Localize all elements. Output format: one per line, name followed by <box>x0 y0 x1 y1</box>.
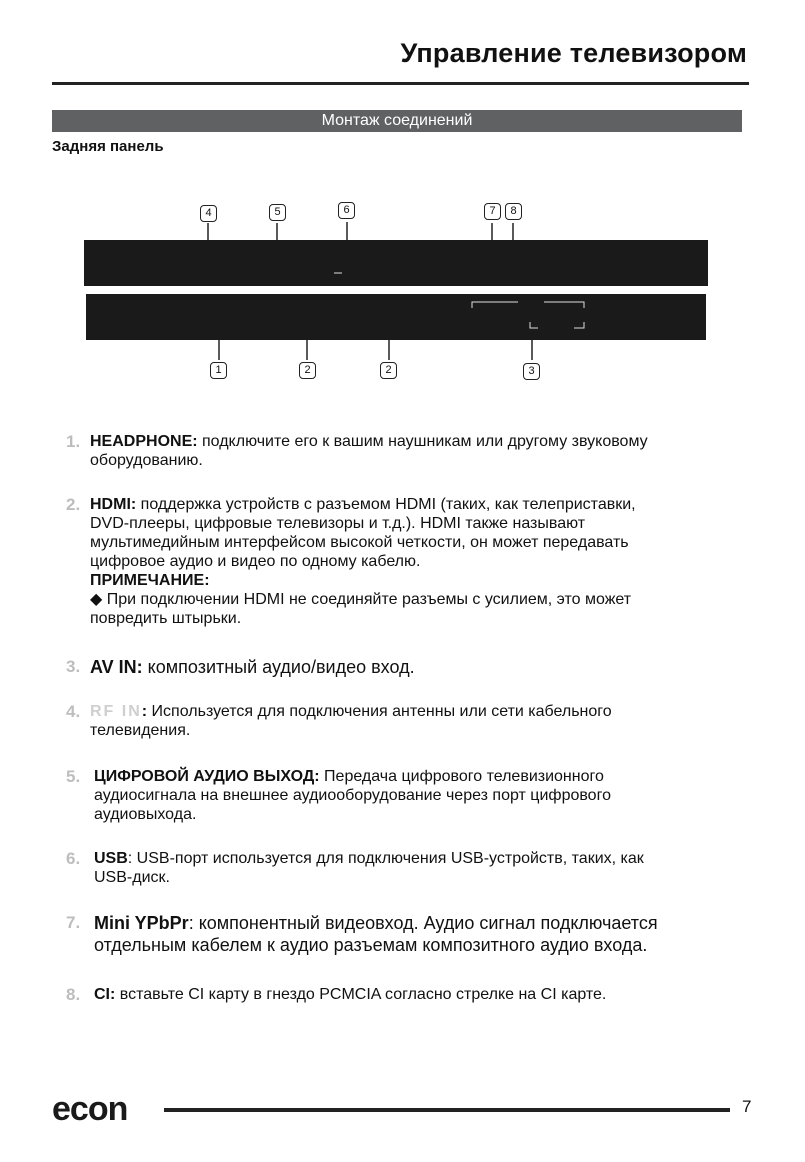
item-number: 5. <box>66 767 81 786</box>
page-number: 7 <box>742 1097 752 1116</box>
item-text: аудиосигнала на внешнее аудиооборудование через порт цифрового <box>94 787 611 804</box>
item-number: 7. <box>66 913 81 932</box>
item-mini-ypbpr <box>66 912 746 956</box>
rear-panel-diagram <box>0 190 805 390</box>
item-text: аудиовыхода. <box>94 806 197 823</box>
item-text: отдельным кабелем к аудио разъемам композитного аудио входа. <box>94 935 648 955</box>
callout-7: 7 <box>484 203 501 220</box>
top-panel <box>84 240 708 286</box>
callout-2b: 2 <box>380 362 397 379</box>
section-bar: Монтаж соединений <box>52 110 742 132</box>
footer-rule <box>164 1108 730 1112</box>
item-rf-in <box>66 702 746 740</box>
callout-8: 8 <box>505 203 522 220</box>
item-text: цифровое аудио и видео по одному кабелю. <box>90 553 421 570</box>
item-text: подключите его к вашим наушникам или другому звуковому <box>197 433 648 450</box>
item-text: : USB-порт используется для подключения USB-устройств, таких, как <box>127 850 644 867</box>
note-text: повредить штырьки. <box>90 610 242 627</box>
item-av-in <box>66 656 746 678</box>
callout-1: 1 <box>210 362 227 379</box>
rear-panel-drawing <box>0 190 805 390</box>
brand-logo: econ <box>52 1090 128 1128</box>
item-label: Mini YPbPr <box>94 913 189 933</box>
item-hdmi <box>66 495 746 628</box>
callout-5: 5 <box>269 204 286 221</box>
item-label: RF IN <box>90 703 142 720</box>
callout-3: 3 <box>523 363 540 380</box>
item-text: : компонентный видеовход. Аудио сигнал подключается <box>188 913 658 933</box>
item-label: HDMI: <box>90 496 137 513</box>
item-number: 2. <box>66 495 81 514</box>
bottom-panel <box>86 294 706 340</box>
item-label-colon: : <box>141 703 148 720</box>
note-text: ◆ При подключении HDMI не соединяйте разъемы с усилием, это может <box>90 591 632 608</box>
item-number: 8. <box>66 985 81 1004</box>
item-text: USB-диск. <box>94 869 170 886</box>
item-text: Передача цифрового телевизионного <box>319 768 604 785</box>
item-label: USB <box>94 850 128 867</box>
item-usb <box>66 849 746 887</box>
item-number: 4. <box>66 702 81 721</box>
callout-4: 4 <box>200 205 217 222</box>
item-ci <box>66 985 746 1004</box>
callout-6: 6 <box>338 202 355 219</box>
item-number: 1. <box>66 432 81 451</box>
item-text: Используется для подключения антенны или сети кабельного <box>147 703 612 720</box>
title-rule <box>52 82 749 85</box>
callout-2a: 2 <box>299 362 316 379</box>
item-text: вставьте CI карту в гнездо PCMCIA согласно стрелке на CI карте. <box>115 986 607 1003</box>
item-label: ЦИФРОВОЙ АУДИО ВЫХОД: <box>94 768 320 785</box>
item-label: CI: <box>94 986 116 1003</box>
item-label: HEADPHONE: <box>90 433 198 450</box>
item-label: AV IN: <box>90 657 143 677</box>
subtitle: Задняя панель <box>52 138 164 155</box>
item-text: мультимедийным интерфейсом высокой четкости, он может передавать <box>90 534 629 551</box>
note-heading: ПРИМЕЧАНИЕ: <box>90 572 210 589</box>
item-text: оборудованию. <box>90 452 203 469</box>
item-number: 6. <box>66 849 81 868</box>
item-text: телевидения. <box>90 722 191 739</box>
item-number: 3. <box>66 657 81 676</box>
item-headphone <box>66 432 746 470</box>
item-text: композитный аудио/видео вход. <box>142 657 415 677</box>
item-digital-audio-out <box>66 767 746 824</box>
page-title: Управление телевизором <box>400 38 747 68</box>
item-text: DVD-плееры, цифровые телевизоры и т.д.). HDMI также называют <box>90 515 586 532</box>
item-text: поддержка устройств с разъемом HDMI (таких, как телеприставки, <box>136 496 636 513</box>
